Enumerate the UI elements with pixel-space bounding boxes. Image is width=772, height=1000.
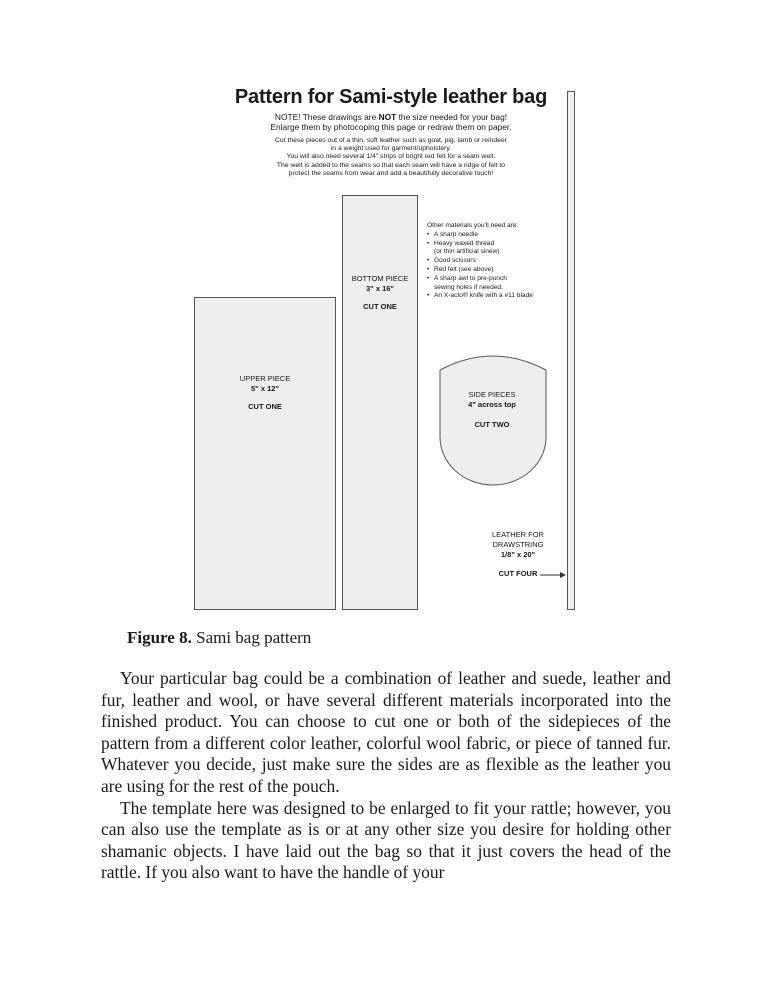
bottom-piece-label: BOTTOM PIECE 3" x 16" CUT ONE — [351, 274, 409, 311]
body-text — [101, 668, 671, 884]
drawstring-strip — [567, 91, 575, 610]
cut-line: protect the seams from wear and add a beautifully decorative touch! — [288, 169, 494, 177]
upper-piece-label: UPPER PIECE 5" x 12" CUT ONE — [239, 374, 291, 411]
materials-item: • Red felt (see above) — [427, 266, 577, 275]
bottom-piece — [342, 195, 418, 610]
paragraph: The template here was designed to be enlarged to fit your rattle; however, you can also use the template as is or at any other size you desire for holding other shamanic objects. I have laid out the bag so that it just covers the head of the rattle. If you also want to have the handle of your — [101, 797, 671, 883]
cut-instructions — [226, 137, 556, 178]
figure-caption — [127, 628, 311, 648]
cut-line: The welt is added to the seams so that each seam will have a ridge of felt to — [276, 161, 506, 169]
drawstring-label: LEATHER FOR DRAWSTRING 1/8" x 20" CUT FOUR — [492, 530, 544, 578]
note-line-2: Enlarge them by photocoping this page or redraw them on paper. — [270, 122, 512, 132]
caption-label: Figure 8. — [127, 628, 192, 647]
figure-title: Pattern for Sami-style leather bag — [234, 86, 548, 108]
caption-text: Sami bag pattern — [191, 628, 312, 647]
note-emphasis: NOT — [378, 112, 397, 122]
materials-item: • A sharp awl to pre-punch sewing holes if needed. — [427, 275, 577, 293]
materials-item: • Good scissors — [427, 257, 577, 266]
materials-heading: Other materials you'll need are: — [427, 222, 519, 229]
cut-line: in a weight used for garment/upholstery. — [330, 145, 452, 153]
materials-item: • An X-acto® knife with a #11 blade — [427, 292, 577, 301]
cut-line: You will also need several 1/4" strips of bright red felt for a seam welt. — [286, 153, 496, 161]
materials-item: • A sharp needle — [427, 231, 577, 240]
upper-piece — [194, 297, 336, 610]
cut-line: Cut these pieces out of a thin, soft leather such as goat, pig, lamb or reindeer — [275, 137, 507, 144]
paragraph: Your particular bag could be a combination of leather and suede, leather and fur, leather and wool, or have several different materials incorporated into the finished product. You can choose to cut one or both of the sidepieces of the pattern from a different color leather, colorful wool fabric, or piece of tanned fur. Whatever you decide, just make sure the sides are as flexible as the leather you are using for the rest of the pouch. — [101, 668, 671, 796]
materials-list — [427, 222, 577, 301]
arrow-right-icon — [540, 571, 566, 579]
materials-item: • Heavy waxed thread (or thin artificial sinew) — [427, 240, 577, 258]
figure-note: NOTE! These drawings are NOT the size needed for your bag! Enlarge them by photocoping this page or redraw them on paper. — [270, 112, 512, 132]
side-piece-label: SIDE PIECES 4" across top CUT TWO — [468, 390, 516, 429]
